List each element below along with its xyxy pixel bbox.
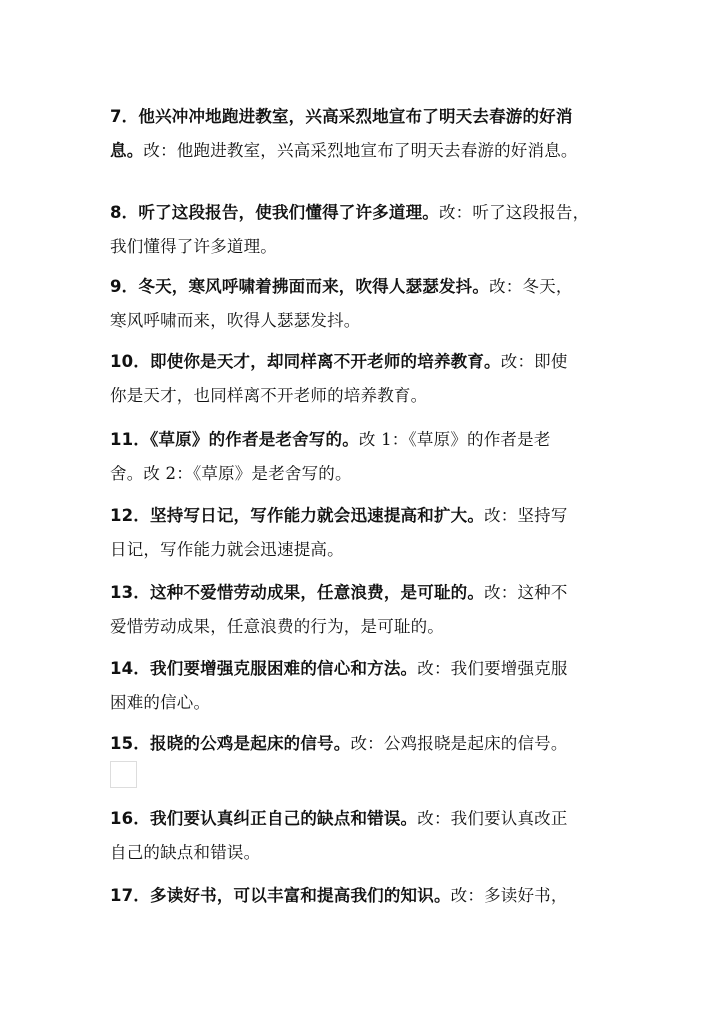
revised-sentence: 改：我们要增强克服: [417, 659, 568, 678]
revised-sentence: 日记，写作能力就会迅速提高。: [110, 540, 344, 559]
original-sentence: 9．冬天，寒风呼啸着拂面而来，吹得人瑟瑟发抖。: [110, 277, 490, 296]
revised-sentence: 舍。改 2：《草原》是老舍写的。: [110, 464, 352, 483]
item-line: [110, 802, 610, 836]
item-line: [110, 379, 610, 413]
revised-sentence: 改：听了这段报告，: [438, 203, 590, 222]
original-sentence: 11．《草原》的作者是老舍写的。: [110, 430, 359, 449]
original-sentence: 14．我们要增强克服困难的信心和方法。: [110, 659, 418, 678]
revised-sentence: 你是天才，也同样离不开老师的培养教育。: [110, 386, 428, 405]
original-sentence: 16．我们要认真纠正自己的缺点和错误。: [110, 809, 418, 828]
original-sentence: 7．他兴冲冲地跑进教室，兴高采烈地宣布了明天去春游的好消: [110, 107, 573, 126]
original-sentence: 17．多读好书，可以丰富和提高我们的知识。: [110, 886, 451, 905]
revised-sentence: 寒风呼啸而来，吹得人瑟瑟发抖。: [110, 311, 361, 330]
item-line: [110, 134, 610, 168]
original-sentence: 15．报晓的公鸡是起床的信号。: [110, 734, 351, 753]
item-line: [110, 270, 610, 304]
item-line: [110, 304, 610, 338]
item-line: [110, 652, 610, 686]
original-sentence: 13．这种不爱惜劳动成果，任意浪费，是可耻的。: [110, 583, 485, 602]
item-line: [110, 610, 610, 644]
revised-sentence: 改 1：《草原》的作者是老: [358, 430, 551, 449]
revised-sentence: 改：坚持写: [484, 506, 568, 525]
revised-sentence: 爱惜劳动成果，任意浪费的行为，是可耻的。: [110, 617, 444, 636]
sentence-item-12: [110, 499, 610, 567]
sentence-item-11: [110, 423, 610, 491]
item-line: [110, 533, 610, 567]
revised-sentence: 自己的缺点和错误。: [110, 843, 261, 862]
item-line: [110, 836, 610, 870]
original-sentence: 息。: [110, 141, 144, 160]
sentence-item-9: [110, 270, 610, 338]
sentence-item-8: [110, 196, 610, 264]
item-line: [110, 879, 610, 913]
item-line: [110, 100, 610, 134]
item-line: [110, 686, 610, 720]
revised-sentence: 改：冬天，: [489, 277, 573, 296]
item-line: [110, 576, 610, 610]
item-line: [110, 423, 610, 457]
item-line: [110, 499, 610, 533]
sentence-item-14: [110, 652, 610, 720]
item-line: [110, 345, 610, 379]
original-sentence: 12．坚持写日记，写作能力就会迅速提高和扩大。: [110, 506, 485, 525]
sentence-item-13: [110, 576, 610, 644]
original-sentence: 10．即使你是天才，却同样离不开老师的培养教育。: [110, 352, 501, 371]
sentence-item-15: [110, 727, 610, 761]
sentence-item-16: [110, 802, 610, 870]
revised-sentence: 改：这种不: [484, 583, 568, 602]
item-line: [110, 230, 610, 264]
item-line: [110, 457, 610, 491]
item-line: [110, 727, 610, 761]
empty-image-frame: [110, 761, 137, 788]
sentence-item-7: [110, 100, 610, 168]
revised-sentence: 改：即使: [500, 352, 568, 371]
revised-sentence: 改：多读好书，: [450, 886, 568, 905]
revised-sentence: 困难的信心。: [110, 693, 211, 712]
item-line: [110, 196, 610, 230]
revised-sentence: 改：我们要认真改正: [417, 809, 568, 828]
revised-sentence: 改：公鸡报晓是起床的信号。: [350, 734, 568, 753]
revised-sentence: 我们懂得了许多道理。: [110, 237, 277, 256]
revised-sentence: 改：他跑进教室，兴高采烈地宣布了明天去春游的好消息。: [143, 141, 578, 160]
original-sentence: 8．听了这段报告，使我们懂得了许多道理。: [110, 203, 439, 222]
sentence-item-17: [110, 879, 610, 913]
sentence-item-10: [110, 345, 610, 413]
